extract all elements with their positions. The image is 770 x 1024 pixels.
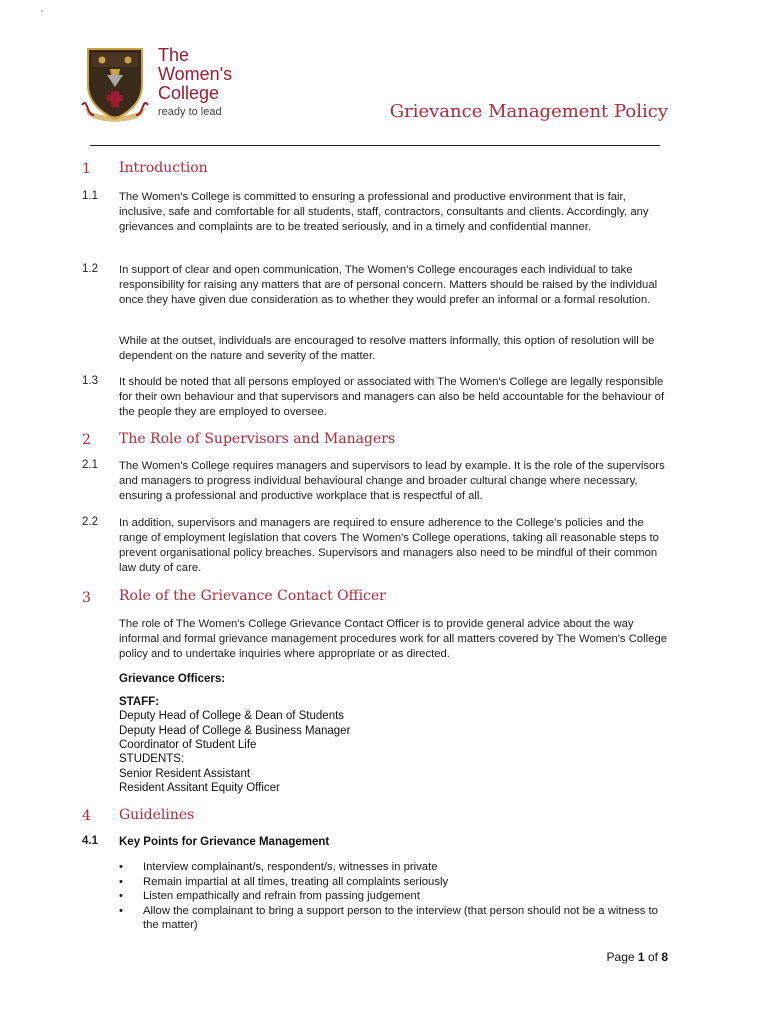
subsection-4-1-title: Key Points for Grievance Management xyxy=(119,836,330,848)
student-officer: Resident Assitant Equity Officer xyxy=(119,782,280,794)
paragraph-1-1: The Women's College is committed to ensuring a professional and productive environment that is fair, inclusive, safe and comfortable for all students, staff, contractors, consultants and clients. Accordingly, any grievances and complaints are to be treated seriously, and in a timely and confidential manner. xyxy=(119,191,649,233)
section-1-title: Introduction xyxy=(119,160,208,176)
paragraph-1-2-number: 1.2 xyxy=(82,263,98,275)
key-points-list xyxy=(119,860,671,933)
college-crest-icon xyxy=(80,45,150,125)
paragraph-1-2-continued: While at the outset, individuals are encouraged to resolve matters informally, this option of resolution will be dependent on the nature and severity of the matter. xyxy=(119,335,655,362)
page-indicator xyxy=(607,950,668,964)
student-officer: Senior Resident Assistant xyxy=(119,768,251,780)
paragraph-2-2-number: 2.2 xyxy=(82,516,98,528)
paragraph-2-1: The Women's College requires managers and supervisors to lead by example. It is the role of the supervisors and managers to progress individual behavioural change and broader cultural change where necessary, ensuring a professional and productive workplace that is respectful of all. xyxy=(119,460,665,502)
header-divider xyxy=(90,145,660,146)
list-item: • Remain impartial at all times, treating all complaints seriously xyxy=(119,875,671,890)
section-3-intro: The role of The Women's College Grievance Contact Officer is to provide general advice about the way informal and formal grievance management procedures work for all matters covered by The Women's College policy and to undertake inquiries where appropriate or as directed. xyxy=(119,618,668,660)
list-item: • Listen empathically and refrain from passing judgement xyxy=(119,889,671,904)
logo-tagline: ready to lead xyxy=(158,106,222,118)
paragraph-1-3: It should be noted that all persons employed or associated with The Women's College are legally responsible for their own behaviour and that supervisors and managers can also be held accountable for the behaviour of the people they are employed to oversee. xyxy=(119,376,665,418)
students-heading: STUDENTS: xyxy=(119,753,185,765)
paragraph-2-1-number: 2.1 xyxy=(82,459,98,471)
section-4-number: 4 xyxy=(82,808,91,824)
paragraph-1-2: In support of clear and open communication, The Women's College encourages each individual to take responsibility for raising any matters that are of personal concern. Matters should be raised by the individual once they have given due consideration as to whether they would prefer an informal or a formal resolution. xyxy=(119,264,658,306)
section-4-title: Guidelines xyxy=(119,807,195,823)
document-title: Grievance Management Policy xyxy=(389,101,668,122)
paragraph-2-2: In addition, supervisors and managers are required to ensure adherence to the College's policies and the range of employment legislation that covers The Women's College operations, taking all reasonable steps to prevent organisational policy breaches. Supervisors and managers also need to be mindful of their common law duty of care. xyxy=(119,517,659,574)
staff-officer: Deputy Head of College & Business Manager xyxy=(119,725,351,737)
list-item: • Interview complainant/s, respondent/s, witnesses in private xyxy=(119,860,671,875)
stray-mark: ` xyxy=(40,10,44,21)
logo-line-3: College xyxy=(158,83,220,103)
logo-line-1: The xyxy=(158,45,190,65)
logo-line-2: Women's xyxy=(158,64,233,84)
subsection-4-1-number: 4.1 xyxy=(82,835,98,847)
staff-heading: STAFF: xyxy=(119,696,160,708)
list-item: • Allow the complainant to bring a support person to the interview (that person should not be a witness to the matter) xyxy=(119,904,671,933)
staff-officer: Coordinator of Student Life xyxy=(119,739,257,751)
grievance-officers-heading: Grievance Officers: xyxy=(119,673,226,685)
of-label: of xyxy=(647,950,658,964)
staff-officer: Deputy Head of College & Dean of Students xyxy=(119,710,345,722)
section-2-title: The Role of Supervisors and Managers xyxy=(119,431,396,447)
page-label: Page xyxy=(606,950,635,964)
page-total: 8 xyxy=(661,950,668,964)
section-1-number: 1 xyxy=(82,161,91,177)
paragraph-1-1-number: 1.1 xyxy=(82,190,98,202)
page-number: 1 xyxy=(637,950,645,964)
section-3-title: Role of the Grievance Contact Officer xyxy=(119,588,386,604)
paragraph-1-3-number: 1.3 xyxy=(82,375,98,387)
section-3-number: 3 xyxy=(82,590,91,606)
college-logo-text xyxy=(158,46,232,119)
section-2-number: 2 xyxy=(82,432,91,448)
